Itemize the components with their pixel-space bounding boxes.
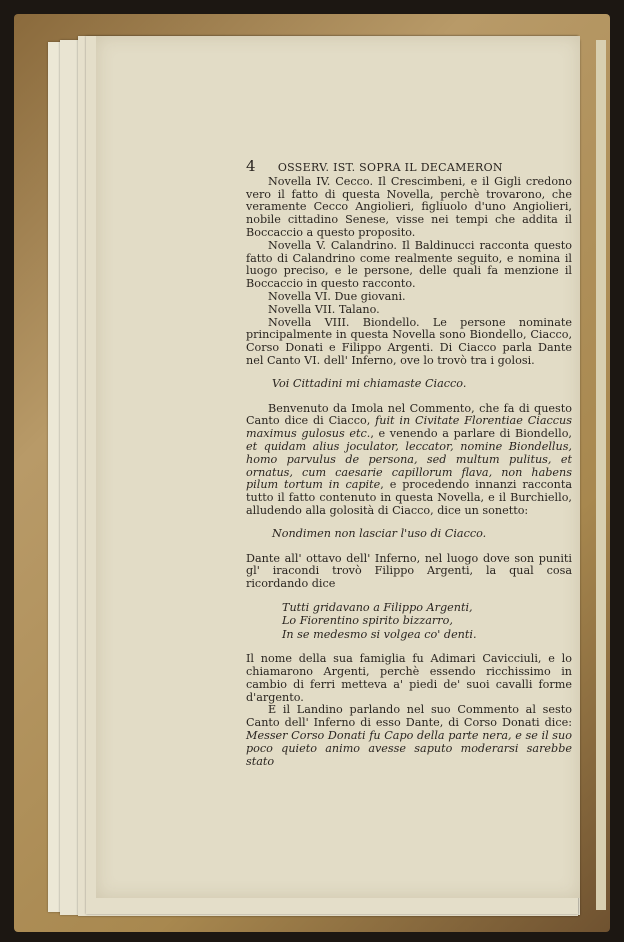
book-fore-edge bbox=[596, 40, 606, 910]
page-number: 4 bbox=[246, 157, 256, 175]
verse-line: Tutti gridavano a Filippo Argenti, bbox=[282, 600, 473, 614]
paragraph: Novella VIII. Biondello. Le persone nominate principalmente in questa Novella sono Biondello, Ciacco, Corso Donati e Filippo Argenti. Di Ciacco parla Dante nel Canto VI. dell' Inferno, ove lo trovò tra i golosi. bbox=[246, 315, 572, 367]
quoted-line: Nondimen non lasciar l'uso di Ciacco. bbox=[272, 526, 487, 540]
verse-line: Lo Fiorentino spirito bizzarro, bbox=[282, 614, 453, 628]
latin-quotation: Messer Corso Donati fu Capo della parte nera, e se il suo poco quieto animo avesse saputo moderarsi sarebbe stato bbox=[246, 728, 572, 768]
verse-quotation bbox=[282, 601, 572, 641]
page-body bbox=[246, 176, 572, 769]
paragraph bbox=[246, 403, 572, 518]
paragraph: Novella VI. Due giovani. bbox=[268, 289, 406, 303]
paragraph: Dante all' ottavo dell' Inferno, nel luogo dove son puniti gl' iracondi trovò Filippo Argenti, la qual cosa ricordando dice bbox=[246, 551, 572, 591]
text-run: , e procedendo innanzi racconta tutto il fatto contenuto in questa Novella, e il Burchiello, alludendo alla golosità di Ciacco, dice un sonetto: bbox=[246, 478, 572, 517]
quoted-line: Voi Cittadini mi chiamaste Ciacco. bbox=[272, 376, 467, 390]
paragraph bbox=[246, 704, 572, 768]
verse-line: In se medesmo si volgea co' denti. bbox=[282, 627, 477, 641]
text-run: Benvenuto da Imola nel Commento, che fa di questo Canto dice di Ciacco, bbox=[246, 401, 572, 428]
running-header bbox=[246, 157, 572, 175]
text-run: E il Landino parlando nel suo Commento al sesto Canto dell' Inferno di esso Dante, di Corso Donati dice: bbox=[246, 703, 572, 730]
latin-quotation: fuit in Civitate Florentiae Ciaccus maximus gulosus etc. bbox=[246, 414, 572, 441]
page-text bbox=[246, 157, 572, 768]
paragraph: Novella V. Calandrino. Il Baldinucci racconta questo fatto di Calandrino come realmente seguito, e nomina il luogo preciso, e le persone, delle quali fa menzione il Boccaccio in questo racconto. bbox=[246, 238, 572, 291]
paragraph: Il nome della sua famiglia fu Adimari Cavicciuli, e lo chiamarono Argenti, perchè essendo ricchissimo in cambio di ferri metteva a' piedi de' suoi cavalli forme d'argento. bbox=[246, 652, 572, 704]
running-title: OSSERV. IST. SOPRA IL DECAMERON bbox=[277, 161, 503, 174]
latin-quotation: et quidam alius joculator, leccator, nomine Biondellus, homo parvulus de persona, sed multum pulitus, et ornatus, cum caesarie capillorum flava, non habens pilum tortum in capite bbox=[246, 439, 572, 492]
paragraph: Novella IV. Cecco. Il Crescimbeni, e il Gigli credono vero il fatto di questa Novella, perchè trovarono, che veramente Cecco Angiolieri, figliuolo d'uno Angiolieri, nobile cittadino Senese, visse nei tempi che addita il Boccaccio a questo proposito. bbox=[246, 174, 572, 239]
paragraph: Novella VII. Talano. bbox=[268, 302, 380, 316]
text-run: , e venendo a parlare di Biondello, bbox=[370, 427, 572, 441]
